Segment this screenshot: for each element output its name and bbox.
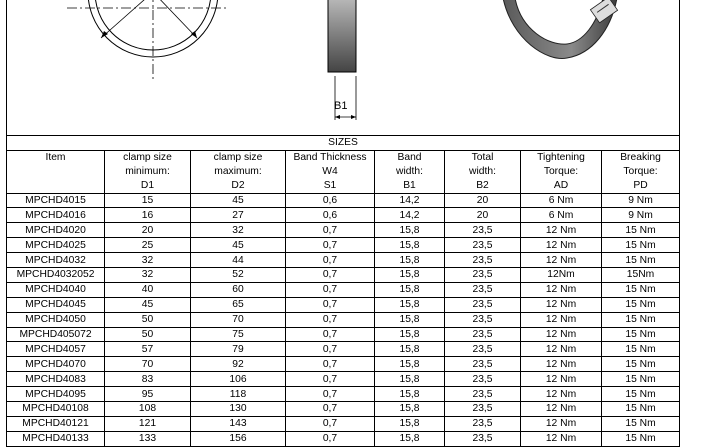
table-cell: 15 Nm (602, 312, 680, 327)
table-cell: 50 (105, 327, 191, 342)
table-cell: 27 (191, 208, 286, 223)
table-cell: 23,5 (445, 238, 521, 253)
table-cell: 12 Nm (521, 223, 602, 238)
table-cell: 15 Nm (602, 357, 680, 372)
table-cell: MPCHD4083 (7, 372, 105, 387)
table-cell: 0,7 (286, 253, 375, 268)
column-header: Band Thickness (286, 150, 375, 164)
table-cell: 0,6 (286, 208, 375, 223)
table-cell: 23,5 (445, 372, 521, 387)
table-cell: 60 (191, 282, 286, 297)
table-cell: 12 Nm (521, 402, 602, 417)
table-title-row (7, 136, 680, 151)
table-cell: 15 (105, 193, 191, 208)
table-row (7, 282, 680, 297)
table-cell: 15 Nm (602, 402, 680, 417)
table-cell: 14,2 (375, 208, 445, 223)
table-cell: 23,5 (445, 342, 521, 357)
table-cell: 15 Nm (602, 372, 680, 387)
table-row (7, 253, 680, 268)
table-cell: 156 (191, 431, 286, 446)
table-cell: 15,8 (375, 372, 445, 387)
column-header: Tightening (521, 150, 602, 164)
table-cell: MPCHD4070 (7, 357, 105, 372)
table-cell: MPCHD4015 (7, 193, 105, 208)
table-cell: 57 (105, 342, 191, 357)
table-cell: 15,8 (375, 357, 445, 372)
table-row (7, 297, 680, 312)
table-cell: 15Nm (602, 268, 680, 283)
table-cell: 40 (105, 282, 191, 297)
table-row (7, 208, 680, 223)
table-cell: 15 Nm (602, 342, 680, 357)
table-cell: 12 Nm (521, 342, 602, 357)
table-cell: 23,5 (445, 416, 521, 431)
column-header: PD (602, 179, 680, 193)
table-cell: 15 Nm (602, 327, 680, 342)
table-cell: 12 Nm (521, 297, 602, 312)
table-cell: 0,7 (286, 223, 375, 238)
table-header-row (7, 150, 680, 164)
table-cell: 23,5 (445, 402, 521, 417)
table-cell: 23,5 (445, 297, 521, 312)
table-cell: MPCHD4032 (7, 253, 105, 268)
table-row (7, 327, 680, 342)
table-header-row (7, 165, 680, 179)
table-cell: 23,5 (445, 387, 521, 402)
table-cell: 70 (191, 312, 286, 327)
table-cell: 12 Nm (521, 416, 602, 431)
table-cell: 130 (191, 402, 286, 417)
table-cell: MPCHD4040 (7, 282, 105, 297)
table-cell: 6 Nm (521, 193, 602, 208)
table-cell: MPCHD4045 (7, 297, 105, 312)
table-title: SIZES (7, 136, 680, 151)
table-row (7, 402, 680, 417)
table-cell: MPCHD4025 (7, 238, 105, 253)
table-row (7, 431, 680, 446)
column-header: Total (445, 150, 521, 164)
table-cell: 15,8 (375, 342, 445, 357)
table-cell: 44 (191, 253, 286, 268)
table-row (7, 268, 680, 283)
table-cell: 15,8 (375, 416, 445, 431)
table-cell: 15,8 (375, 312, 445, 327)
table-cell: 32 (105, 253, 191, 268)
table-cell: MPCHD4050 (7, 312, 105, 327)
clamp-drawing-svg (7, 0, 679, 135)
column-header: D1 (105, 179, 191, 193)
table-cell: 15 Nm (602, 431, 680, 446)
table-cell: 32 (191, 223, 286, 238)
table-cell: 15,8 (375, 387, 445, 402)
table-cell: 79 (191, 342, 286, 357)
column-header: Torque: (602, 165, 680, 179)
table-cell: 0,7 (286, 372, 375, 387)
table-cell: 65 (191, 297, 286, 312)
table-cell: 15 Nm (602, 253, 680, 268)
table-cell: 15,8 (375, 238, 445, 253)
table-cell: 12 Nm (521, 431, 602, 446)
table-cell: 15,8 (375, 327, 445, 342)
column-header: S1 (286, 179, 375, 193)
column-header: B2 (445, 179, 521, 193)
table-cell: 70 (105, 357, 191, 372)
table-cell: 16 (105, 208, 191, 223)
table-cell: 25 (105, 238, 191, 253)
table-cell: 12 Nm (521, 387, 602, 402)
table-cell: MPCHD40108 (7, 402, 105, 417)
column-header: W4 (286, 165, 375, 179)
table-cell: 15 Nm (602, 282, 680, 297)
table-cell: 12 Nm (521, 372, 602, 387)
table-cell: 15,8 (375, 282, 445, 297)
column-header (7, 179, 105, 193)
table-cell: 0,7 (286, 416, 375, 431)
table-cell: 15,8 (375, 297, 445, 312)
table-cell: 15,8 (375, 223, 445, 238)
table-row (7, 372, 680, 387)
table-cell: 23,5 (445, 431, 521, 446)
column-header: clamp size (191, 150, 286, 164)
table-cell: MPCHD4032052 (7, 268, 105, 283)
table-row (7, 238, 680, 253)
table-cell: 50 (105, 312, 191, 327)
table-cell: 23,5 (445, 312, 521, 327)
table-cell: 12 Nm (521, 312, 602, 327)
table-cell: 0,7 (286, 342, 375, 357)
table-cell: 0,7 (286, 268, 375, 283)
table-cell: 45 (191, 193, 286, 208)
technical-drawing (6, 0, 680, 135)
sizes-table (6, 135, 680, 447)
front-view (67, 0, 227, 80)
table-header-row (7, 179, 680, 193)
column-header: clamp size (105, 150, 191, 164)
table-cell: 12 Nm (521, 327, 602, 342)
table-cell: 12 Nm (521, 238, 602, 253)
table-cell: 15 Nm (602, 416, 680, 431)
column-header: Breaking (602, 150, 680, 164)
table-cell: MPCHD405072 (7, 327, 105, 342)
table-cell: 15 Nm (602, 387, 680, 402)
table-cell: MPCHD4057 (7, 342, 105, 357)
table-cell: 133 (105, 431, 191, 446)
table-cell: 12 Nm (521, 357, 602, 372)
table-row (7, 342, 680, 357)
table-cell: 15 Nm (602, 297, 680, 312)
table-cell: 92 (191, 357, 286, 372)
column-header (7, 165, 105, 179)
diameter-line (153, 0, 197, 38)
table-cell: MPCHD4016 (7, 208, 105, 223)
table-cell: 6 Nm (521, 208, 602, 223)
table-cell: 15,8 (375, 253, 445, 268)
table-cell: 0,7 (286, 357, 375, 372)
table-cell: 108 (105, 402, 191, 417)
table-cell: 15,8 (375, 402, 445, 417)
table-cell: 0,7 (286, 238, 375, 253)
column-header: maximum: (191, 165, 286, 179)
table-cell: 45 (105, 297, 191, 312)
column-header: Torque: (521, 165, 602, 179)
clamp-3d-view (503, 0, 618, 58)
table-cell: 83 (105, 372, 191, 387)
table-cell: 23,5 (445, 357, 521, 372)
table-cell: 20 (105, 223, 191, 238)
table-cell: 15 Nm (602, 238, 680, 253)
table-cell: 20 (445, 193, 521, 208)
table-cell: 15 Nm (602, 223, 680, 238)
table-row (7, 387, 680, 402)
table-cell: 14,2 (375, 193, 445, 208)
table-cell: 20 (445, 208, 521, 223)
table-cell: 12 Nm (521, 253, 602, 268)
table-row (7, 312, 680, 327)
table-cell: 121 (105, 416, 191, 431)
table-cell: 95 (105, 387, 191, 402)
table-cell: 0,6 (286, 193, 375, 208)
table-cell: 12Nm (521, 268, 602, 283)
table-cell: 0,7 (286, 387, 375, 402)
table-cell: 23,5 (445, 223, 521, 238)
table-cell: MPCHD40133 (7, 431, 105, 446)
table-cell: 106 (191, 372, 286, 387)
table-cell: 143 (191, 416, 286, 431)
table-cell: 23,5 (445, 282, 521, 297)
table-cell: 118 (191, 387, 286, 402)
table-cell: 12 Nm (521, 282, 602, 297)
table-cell: 0,7 (286, 282, 375, 297)
column-header: B1 (375, 179, 445, 193)
table-cell: 0,7 (286, 327, 375, 342)
table-cell: MPCHD4020 (7, 223, 105, 238)
table-cell: 0,7 (286, 312, 375, 327)
column-header: width: (375, 165, 445, 179)
column-header: Band (375, 150, 445, 164)
table-row (7, 193, 680, 208)
table-cell: MPCHD4095 (7, 387, 105, 402)
band-profile (328, 0, 356, 72)
table-row (7, 223, 680, 238)
table-cell: 32 (105, 268, 191, 283)
column-header: width: (445, 165, 521, 179)
diameter-line (101, 0, 153, 38)
column-header: AD (521, 179, 602, 193)
table-cell: 0,7 (286, 402, 375, 417)
table-cell: MPCHD40121 (7, 416, 105, 431)
table-cell: 15,8 (375, 268, 445, 283)
table-cell: 23,5 (445, 253, 521, 268)
b1-dimension-label: B1 (334, 100, 348, 112)
table-cell: 9 Nm (602, 193, 680, 208)
table-cell: 23,5 (445, 327, 521, 342)
table-cell: 15,8 (375, 431, 445, 446)
table-cell: 52 (191, 268, 286, 283)
table-cell: 9 Nm (602, 208, 680, 223)
table-row (7, 357, 680, 372)
table-cell: 0,7 (286, 431, 375, 446)
column-header: minimum: (105, 165, 191, 179)
table-row (7, 416, 680, 431)
column-header: Item (7, 150, 105, 164)
table-cell: 75 (191, 327, 286, 342)
table-cell: 0,7 (286, 297, 375, 312)
table-cell: 23,5 (445, 268, 521, 283)
column-header: D2 (191, 179, 286, 193)
table-cell: 45 (191, 238, 286, 253)
